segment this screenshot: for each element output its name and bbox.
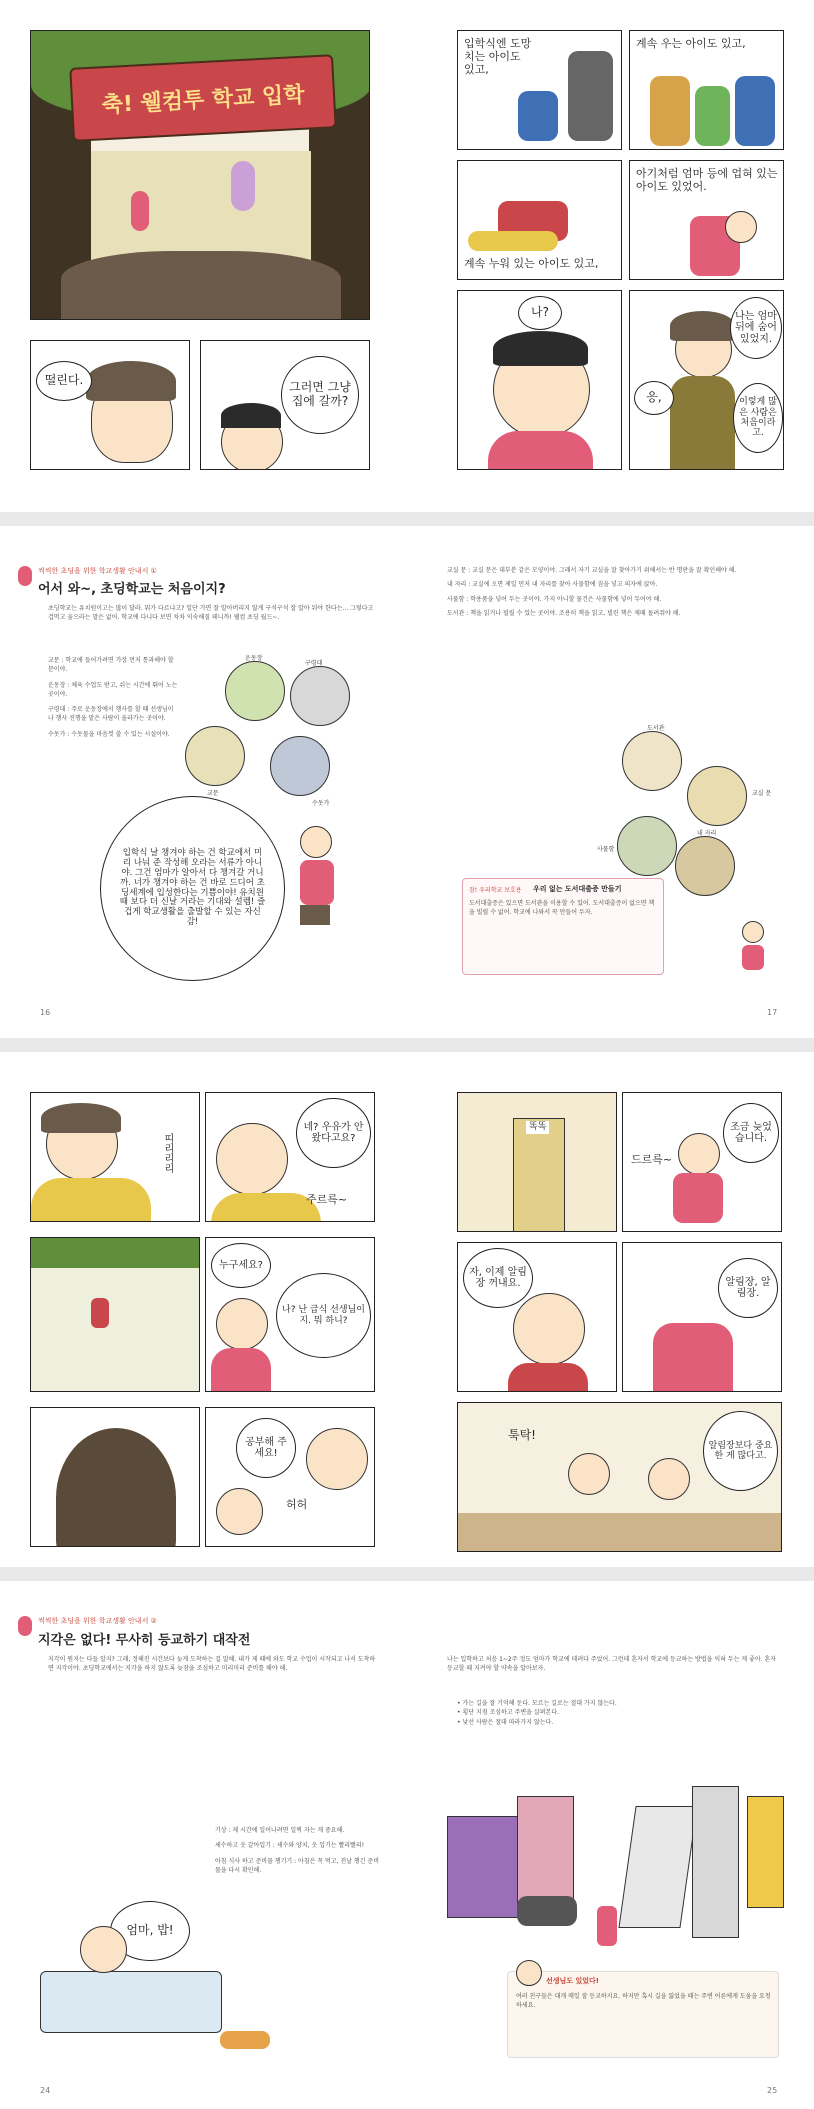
panel-entrance <box>30 30 370 320</box>
panel-back-head <box>30 1407 200 1547</box>
circle-podium <box>290 666 350 726</box>
page-number-17: 17 <box>767 1008 778 1017</box>
tip-box-2 <box>507 1971 779 2058</box>
door-sign: 똑똑 <box>526 1121 549 1134</box>
spread-3 <box>0 1052 814 1567</box>
bubble-nervous: 떨린다. <box>36 361 92 401</box>
item-tap: 수돗가 : 수돗물을 마음껏 쓸 수 있는 시설이야. <box>48 730 170 738</box>
panel-hiding <box>629 290 784 470</box>
circle-gate <box>185 726 245 786</box>
item-playground: 운동장 : 체육 수업도 받고, 쉬는 시간에 뛰어 노는 곳이야. <box>48 681 178 698</box>
safety-item-1: • 가는 길을 잘 기억해 둔다. 모르는 길로는 절대 가지 않는다. <box>457 1700 617 1707</box>
circle-tap <box>270 736 330 796</box>
circle-playground <box>225 661 285 721</box>
body-1: 초딩학교는 유치원이고는 많이 달라. 뭐가 다르냐고? 일단 가면 잘 알아버리지 않게 구석구석 잘 알아 둬야 한다는... 그렇다고 겁먹고 울으라는 말은 없어. 학교에 다니다 보면 차차 익숙해질 테니까! 웰컴 초딩 월드~. <box>48 605 374 622</box>
item-gate: 교문 : 학교에 들어가려면 가장 먼저 통과해야 할 문이야. <box>48 657 174 674</box>
sfx-haha: 허허 <box>286 1498 308 1511</box>
panel-field <box>30 1237 200 1392</box>
caption-crying: 계속 우는 아이도 있고, <box>636 37 746 50</box>
panel-study <box>205 1407 375 1547</box>
panel-search <box>622 1242 782 1392</box>
sfx-drip: 주르륵~ <box>306 1193 348 1206</box>
label-podium: 구령대 <box>305 660 323 667</box>
bubble-notice-repeat: 알림장, 알림장. <box>718 1258 778 1318</box>
guide-icon-2 <box>18 1616 32 1636</box>
page-right-1 <box>407 0 814 512</box>
label-tap: 수돗가 <box>312 800 330 807</box>
circle-library <box>622 731 682 791</box>
panel-crying <box>629 30 784 150</box>
bubble-milk: 네? 우유가 안 왔다고요? <box>296 1098 371 1168</box>
bubble-more-important: 알림장보다 중요한 게 많다고. <box>703 1411 778 1491</box>
title-1: 어서 와~, 초딩학교는 처음이지? <box>38 582 226 597</box>
page-17 <box>407 526 814 1038</box>
bubble-me: 나? <box>518 296 562 330</box>
panel-me <box>457 290 622 470</box>
morning-list <box>215 1826 380 1875</box>
big-speech-bubble: 입학식 날 챙겨야 하는 건 학교에서 미리 나눠 준 작성해 오라는 서류가 아니야. 그건 엄마가 알아서 다 챙겨갈 거니까. 너가 챙겨야 하는 건 바로 드디어 초딩세계에 입성한다는 기쁨이야! 유치원 때 보다 더 신날 거라는 기대와 설렘! 즐겁게 학교생활을 출발할 수 있는 자신감! <box>100 796 285 981</box>
spread-1 <box>0 0 814 512</box>
bubble-who: 누구세요? <box>211 1243 271 1288</box>
sfx-ring: 띠리리리 <box>162 1133 173 1173</box>
body-3: 나는 입학하고 처음 1~2주 정도 엄마가 학교에 데려다 주었어. 그런데 혼자서 학교에 등교하는 방법을 익혀 두는 게 좋아. 혼자 등교할 때 지켜야 할 약속을 알아보자. <box>447 1656 777 1673</box>
label-classroom-door: 교실 문 <box>752 790 772 797</box>
bubble-many-people: 이렇게 많은 사람은 처음이라고. <box>733 383 783 453</box>
panel-late <box>622 1092 782 1232</box>
teacher-avatar <box>516 1960 542 1986</box>
page-right-3 <box>407 1052 814 1567</box>
bubble-late: 조금 늦었습니다. <box>723 1103 779 1163</box>
panel-phone <box>30 1092 200 1222</box>
panel-teacher <box>457 1242 617 1392</box>
item-wash: 세수하고 옷 갈아입기 : 세수와 양치, 옷 입기는 빨리빨리! <box>215 1842 365 1850</box>
item-my-seat: 내 자리 : 교실에 오면 제일 먼저 내 자리를 찾아 사물함에 짐을 넣고 의자에 앉아. <box>447 581 658 589</box>
page-25 <box>407 1581 814 2109</box>
circle-classroom-door <box>687 766 747 826</box>
boy-walking <box>742 921 772 981</box>
spread-4 <box>0 1581 814 2109</box>
bubble-mom-rice: 엄마, 밥! <box>110 1901 190 1961</box>
item-library: 도서관 : 책을 읽거나 빌릴 수 있는 곳이야. 조용히 책을 읽고, 빌린 책은 제때 돌려줘야 해. <box>447 609 681 617</box>
tagline-1: 씩씩한 초딩을 위한 학교생활 안내서 ① <box>38 567 157 575</box>
body-2: 지각이 뭔지는 다들 알지? 그래, 정해진 시간보다 늦게 도착하는 걸 말해. 내가 제 때에 와도 학교 수업이 시작되고 나서 도착하면 지각이야. 초딩학교에서는 지각을 하지 않도록 늦잠을 조심하고 미리미리 준비를 해야 해. <box>48 1656 376 1673</box>
caption-lying: 계속 누워 있는 아이도 있고, <box>464 257 599 270</box>
slippers <box>220 2031 270 2049</box>
item-breakfast: 아침 식사 하고 준비물 챙기기 : 아침은 꼭 먹고, 전날 챙긴 준비물을 다시 확인해. <box>215 1857 380 1874</box>
label-gate: 교문 <box>207 790 219 797</box>
bubble-go-home: 그러면 그냥 집에 갈까? <box>281 356 359 434</box>
panel-lunch-lady <box>205 1237 375 1392</box>
panel-milk <box>205 1092 375 1222</box>
circle-locker <box>617 816 677 876</box>
item-podium: 구령대 : 주로 운동장에서 행사를 할 때 선생님이나 행사 진행을 맡은 사람이 올라가는 곳이야. <box>48 706 174 723</box>
banner-text: 축! 웰컴투 학교 입학 <box>101 82 306 118</box>
caption-runaway: 입학식엔 도망치는 아이도 있고, <box>464 37 532 77</box>
panel-mom <box>30 340 190 470</box>
facility-list-right <box>447 566 787 618</box>
item-locker: 사물함 : 학용품을 넣어 두는 곳이야. 가지 아니할 물건은 사물함에 넣어 두어야 해. <box>447 595 662 603</box>
boy-in-bed <box>80 1926 140 1986</box>
item-classroom-door: 교실 문 : 교실 문은 대부분 같은 모양이야. 그래서 자기 교실을 잘 찾아가기 위해서는 반 명판을 잘 확인해야 해. <box>447 567 737 574</box>
panel-boy-home <box>200 340 370 470</box>
label-playground: 운동장 <box>245 655 263 662</box>
label-library: 도서관 <box>647 725 665 732</box>
label-locker: 사물함 <box>597 846 615 853</box>
panel-lying <box>457 160 622 280</box>
sfx-slide: 드르륵~ <box>631 1153 673 1166</box>
tip-tag: 잠! 우리학교 보호용 <box>469 887 522 894</box>
title-2: 지각은 없다! 무사히 등교하기 대작전 <box>38 1633 251 1648</box>
page-16 <box>0 526 407 1038</box>
spread-2 <box>0 526 814 1038</box>
tip-title: 우리 없는 도서대출증 만들기 <box>533 885 622 893</box>
page-number-16: 16 <box>40 1008 51 1017</box>
page-24 <box>0 1581 407 2109</box>
safety-item-2: • 횡단 지점 조심하고 주변을 살펴본다. <box>457 1709 559 1717</box>
boy-waving <box>300 826 340 926</box>
tip-box <box>462 878 664 975</box>
bubble-study: 공부해 주세요! <box>236 1418 296 1478</box>
bubble-notice: 자, 이제 알림장 꺼내요. <box>463 1248 533 1308</box>
tip2-body: 여러 친구들은 대개 매일 잘 등교하지요. 하지만 혹시 길을 잃었을 때는 주변 어른에게 도움을 요청하세요. <box>516 1993 771 2010</box>
safety-list <box>457 1699 777 1727</box>
safety-item-3: • 낯선 사람은 절대 따라가지 않는다. <box>457 1718 554 1726</box>
panel-door <box>457 1092 617 1232</box>
label-my-seat: 내 자리 <box>697 830 717 837</box>
caption-piggyback: 아기처럼 엄마 등에 업혀 있는 아이도 있었어. <box>636 167 778 194</box>
circle-my-seat <box>675 836 735 896</box>
tip2-title: 선생님도 있었다! <box>546 1977 599 1985</box>
page-number-24: 24 <box>40 2086 51 2095</box>
bubble-yes: 응, <box>634 381 674 415</box>
facility-list-left <box>48 656 178 739</box>
bubble-lunch-teacher: 나? 난 급식 선생님이지. 뭐 하니? <box>276 1273 371 1358</box>
sfx-clatter: 툭탁! <box>508 1428 536 1442</box>
panel-runaway <box>457 30 622 150</box>
tagline-2: 씩씩한 초딩을 위한 학교생활 안내서 ② <box>38 1617 157 1625</box>
bubble-hid: 나는 엄마 뒤에 숨어 있었지. <box>730 297 782 359</box>
panel-spill <box>457 1402 782 1552</box>
panel-piggyback <box>629 160 784 280</box>
tip-body: 도서대출증은 있으면 도서관을 이용할 수 있어. 도서대출증이 없으면 책을 빌릴 수 없어. 학교에 나와서 꼭 만들어 두자. <box>469 900 655 917</box>
page-number-25: 25 <box>767 2086 778 2095</box>
page-left-1 <box>0 0 407 512</box>
item-wakeup: 기상 : 제 시간에 일어나려면 일찍 자는 게 중요해. <box>215 1827 345 1834</box>
street-illustration <box>427 1756 797 1966</box>
guide-icon <box>18 566 32 586</box>
page-left-3 <box>0 1052 407 1567</box>
